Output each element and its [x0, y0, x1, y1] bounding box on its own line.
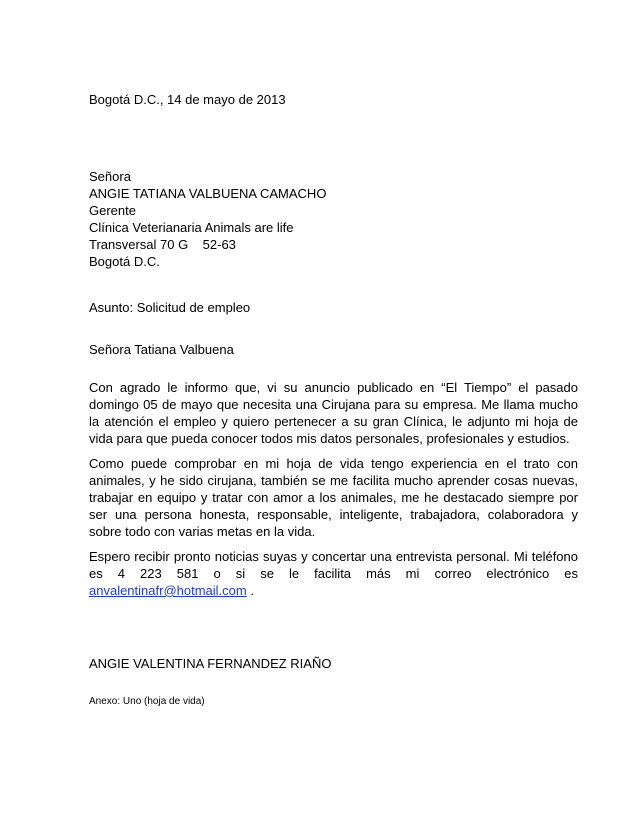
email-link[interactable]: anvalentinafr@hotmail.com: [89, 583, 247, 598]
recipient-name: ANGIE TATIANA VALBUENA CAMACHO: [89, 186, 327, 201]
body-paragraph-1: Con agrado le informo que, vi su anuncio publicado en “El Tiempo” el pasado domingo 05 de mayo que necesita una Cirujana para su empresa. Me llama mucho la atención el empleo y quiero pertenecer a su gran Clínica, le adjunto mi hoja de vida para que pueda conocer todos mis datos personales, profesionales y estudios.: [89, 380, 578, 446]
body-paragraph-3: [89, 548, 578, 599]
annex-note: Anexo: Uno (hoja de vida): [89, 696, 205, 707]
place-date: Bogotá D.C., 14 de mayo de 2013: [89, 92, 286, 107]
paragraph-3-end: .: [246, 583, 254, 598]
recipient-salutation: Señora: [89, 169, 131, 184]
body-paragraph-2: Como puede comprobar en mi hoja de vida tengo experiencia en el trato con animales, y he sido cirujana, también se me facilita mucho aprender cosas nuevas, trabajar en equipo y tratar con amor a los animales, me he destacado siempre por ser una persona honesta, responsable, inteligente, trabajadora, colaboradora y sobre todo con varias metas en la vida.: [89, 456, 578, 539]
greeting: Señora Tatiana Valbuena: [89, 342, 234, 357]
recipient-company: Clínica Veterianaria Animals are life: [89, 220, 294, 235]
recipient-title: Gerente: [89, 203, 136, 218]
recipient-address: Transversal 70 G 52-63: [89, 237, 236, 252]
paragraph-3-text: Espero recibir pronto noticias suyas y concertar una entrevista personal. Mi teléfono es 4 223 581 o si se le facilita más mi correo electrónico es: [89, 549, 578, 581]
signature-name: ANGIE VALENTINA FERNANDEZ RIAÑO: [89, 656, 332, 671]
recipient-city: Bogotá D.C.: [89, 254, 160, 269]
subject-line: Asunto: Solicitud de empleo: [89, 300, 251, 315]
